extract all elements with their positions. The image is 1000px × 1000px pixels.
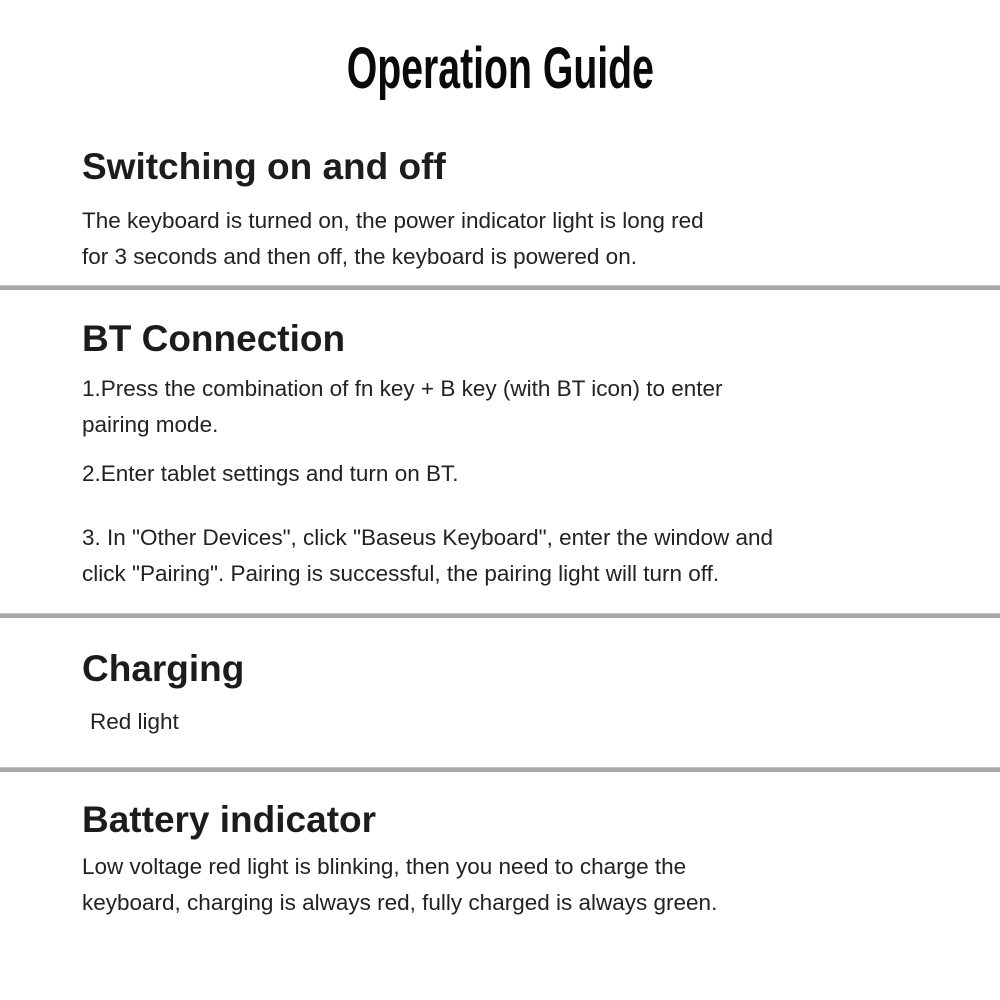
section-heading-battery-indicator: Battery indicator (82, 799, 377, 840)
section-heading-charging: Charging (82, 648, 245, 689)
section-paragraph-step-2 (82, 456, 910, 492)
paragraph-line: 1.Press the combination of fn key + B key (with BT icon) to enter (82, 376, 723, 401)
paragraph-line: click "Pairing". Pairing is successful, the pairing light will turn off. (82, 561, 720, 586)
paragraph-line: Red light (90, 709, 179, 734)
section-bt-connection (0, 319, 1000, 592)
section-divider (0, 285, 1000, 290)
page-title-text: Operation Guide (346, 34, 654, 101)
section-heading-bt-connection: BT Connection (82, 318, 346, 359)
paragraph-line: Low voltage red light is blinking, then you need to charge the (82, 854, 687, 879)
section-heading-switching: Switching on and off (82, 146, 446, 187)
section-divider (0, 613, 1000, 618)
paragraph-line: for 3 seconds and then off, the keyboard is powered on. (82, 244, 637, 269)
page-title (0, 34, 1000, 101)
paragraph-line: The keyboard is turned on, the power indicator light is long red (82, 208, 704, 233)
section-switching-on-and-off (0, 147, 1000, 275)
section-paragraph-step-3 (82, 520, 910, 592)
section-battery-indicator (0, 800, 1000, 921)
section-paragraph-step-1 (82, 371, 910, 443)
section-paragraph (82, 704, 910, 740)
paragraph-line: 3. In "Other Devices", click "Baseus Keyboard", enter the window and (82, 525, 774, 550)
section-divider (0, 767, 1000, 772)
section-charging (0, 649, 1000, 740)
section-paragraph (82, 203, 910, 275)
paragraph-line: 2.Enter tablet settings and turn on BT. (82, 461, 459, 486)
paragraph-line: pairing mode. (82, 412, 219, 437)
section-paragraph (82, 849, 910, 921)
paragraph-line: keyboard, charging is always red, fully charged is always green. (82, 890, 718, 915)
